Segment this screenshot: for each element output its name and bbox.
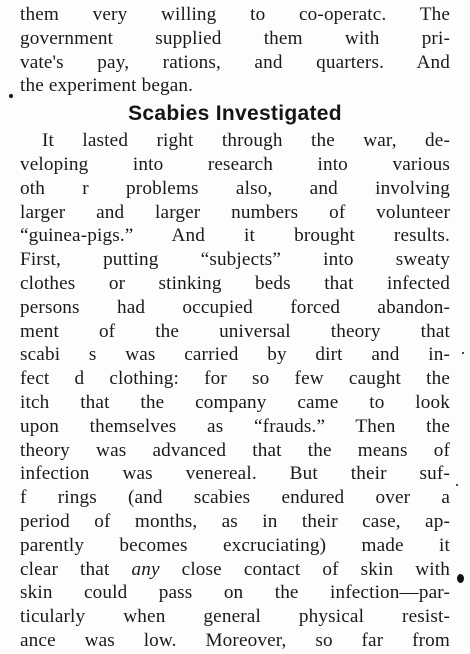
text-line-with-italic [20,558,450,582]
text-line: larger and larger numbers of volunteer [20,201,450,223]
text-line: itch that the company came to look [20,391,450,413]
text-line: f rings (and scabies endured over a [20,487,450,509]
ink-speck [462,352,464,354]
text-fragment: clear that [20,558,132,580]
italic-word: any [131,558,160,580]
text-line: ance was low. Moreover, so far from [20,629,450,651]
text-line: them very willing to co-operatc. The [20,4,450,25]
text-fragment: close contact of skin with [159,558,450,580]
text-line: scabi s was carried by dirt and in- [20,344,450,366]
text-line: vate's pay, rations, and quarters. And [20,51,450,73]
text-line: skin could pass on the infection—par- [20,582,450,604]
text-line: “guinea-pigs.” And it brought results. [20,225,450,247]
text-line: parently becomes excruciating) made it [20,534,450,556]
text-line: upon themselves as “frauds.” Then the [20,415,450,437]
text-line: ment of the universal theory that [20,320,450,342]
text-line: theory was advanced that the means of [20,439,450,461]
ink-speck [457,574,464,583]
text-line: clothes or stinking beds that infected [20,272,450,294]
article-column [20,3,450,653]
ink-speck [456,484,458,486]
text-line: persons had occupied forced abandon- [20,296,450,318]
text-line: It lasted right through the war, de- [42,130,450,152]
text-line: government supplied them with pri- [20,27,450,49]
ink-speck [9,94,13,98]
text-line: First, putting “subjects” into sweaty [20,249,450,271]
text-line: period of months, as in their case, ap- [20,510,450,532]
text-line: fect d clothing: for so few caught the [20,368,450,390]
text-line: the experiment began. [20,75,194,97]
text-line: infection was venereal. But their suf- [20,463,450,485]
text-line: ticularly when general physical resist- [20,606,450,628]
section-heading: Scabies Investigated [128,102,342,126]
text-line: oth r problems also, and involving [20,177,450,199]
text-line: veloping into research into various [20,153,450,175]
